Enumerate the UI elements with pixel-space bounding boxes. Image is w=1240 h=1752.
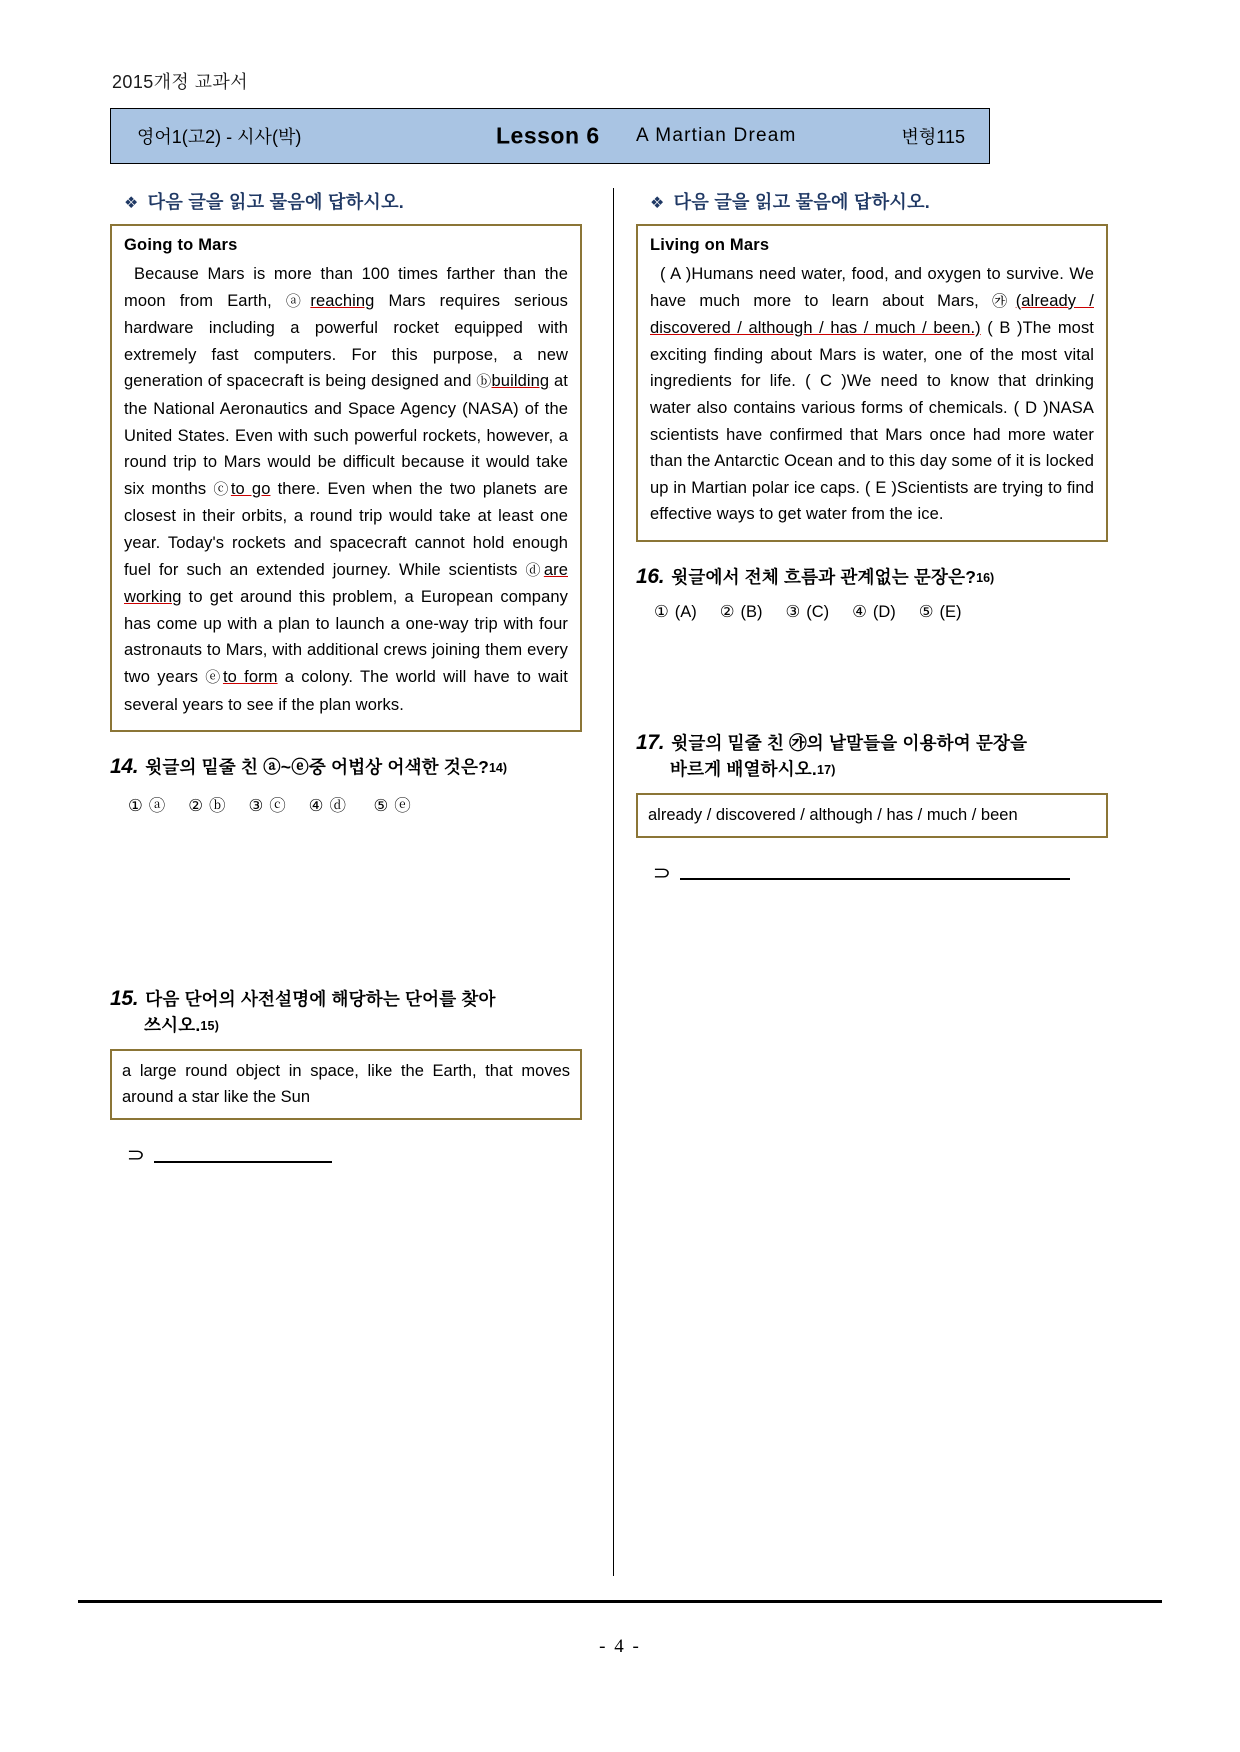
question-15-text-line2 bbox=[110, 1012, 582, 1037]
footer-divider bbox=[78, 1600, 1162, 1603]
question-15-blank-rule[interactable] bbox=[154, 1161, 332, 1163]
choice-1[interactable] bbox=[654, 602, 697, 622]
choice-5[interactable] bbox=[919, 602, 962, 622]
question-17 bbox=[636, 730, 1108, 883]
left-directive bbox=[110, 188, 582, 214]
marker-b: ⓑ bbox=[476, 373, 492, 391]
passage-seg-1: ( A )Humans need water, food, and oxygen to survive. We have much more to learn about Mars, bbox=[650, 265, 1094, 310]
choice-5-mark: ⑤ bbox=[373, 797, 389, 816]
question-17-text: 윗글의 밑줄 친 ㉮의 낱말들을 이용하여 문장을 bbox=[671, 732, 1028, 753]
left-column bbox=[110, 188, 582, 1165]
question-16-choices bbox=[636, 602, 1108, 622]
choice-2[interactable] bbox=[720, 602, 763, 622]
choice-4-label: ⓓ bbox=[329, 797, 346, 816]
underlined-c: to go bbox=[230, 479, 271, 498]
choice-5[interactable] bbox=[373, 792, 410, 816]
question-17-text-line2-value: 바르게 배열하시오. bbox=[670, 758, 817, 779]
left-directive-text: 다음 글을 읽고 물음에 답하시오. bbox=[147, 192, 405, 212]
choice-2[interactable] bbox=[188, 792, 225, 816]
curriculum-label: 2015개정 교과서 bbox=[112, 72, 248, 92]
diamond-bullet-icon: ❖ bbox=[124, 195, 139, 212]
choice-1-mark: ① bbox=[128, 797, 143, 816]
choice-4[interactable] bbox=[852, 602, 896, 622]
underlined-ga: (already / discovered / although / has / much / been.) bbox=[650, 291, 1094, 338]
question-15-text-line2-value: 쓰시오. bbox=[144, 1015, 201, 1036]
underlined-d: are working bbox=[124, 560, 568, 607]
column-divider bbox=[613, 188, 614, 1576]
choice-2-label: ⓑ bbox=[209, 797, 226, 816]
header-lesson: Lesson 6 bbox=[496, 122, 600, 149]
right-column bbox=[636, 188, 1108, 883]
choice-5-label: (E) bbox=[939, 602, 962, 621]
diamond-bullet-icon: ❖ bbox=[650, 195, 665, 212]
choice-3[interactable] bbox=[785, 602, 829, 622]
choice-3-mark: ③ bbox=[248, 797, 264, 816]
header-title: A Martian Dream bbox=[636, 125, 797, 146]
right-passage-box bbox=[636, 224, 1108, 542]
passage-seg-3: at the National Aeronautics and Space Agency (NASA) of the United States. Even with such powerful rockets, however, a round trip to Mars would be difficult because it would take six months bbox=[124, 372, 568, 498]
choice-4[interactable] bbox=[309, 792, 346, 816]
choice-1-label: (A) bbox=[674, 602, 697, 621]
question-17-heading bbox=[636, 730, 1108, 756]
header-variant: 변형115 bbox=[901, 127, 965, 147]
marker-a: ⓐ bbox=[285, 292, 311, 310]
choice-2-mark: ② bbox=[719, 602, 735, 621]
question-15-number: 15. bbox=[110, 987, 139, 1011]
question-15-heading bbox=[110, 986, 582, 1012]
underlined-b: building bbox=[491, 372, 550, 391]
passage-seg-2: Mars requires serious hardware including a powerful rocket equipped with extremely fast computers. For this purpose, a new generation of spacecraft is being designed and bbox=[124, 291, 568, 391]
passage-seg-2: ( B )The most exciting finding about Mars is water, one of the most vital ingredients for life. ( C )We need to know that drinking water also contains various forms of chemicals. ( D )NASA scientists have confirmed that Mars once had more water than the Antarctic Ocean and to this day some of it is locked up in Martian polar ice caps. ( E )Scientists are trying to find effective ways to get water from the ice. bbox=[650, 319, 1094, 524]
question-15 bbox=[110, 986, 582, 1165]
question-14-choices bbox=[110, 792, 582, 816]
choice-3[interactable] bbox=[248, 792, 285, 816]
answer-arrow-icon: ⊃ bbox=[126, 1145, 146, 1167]
left-passage-body bbox=[124, 261, 568, 718]
page-header-band bbox=[110, 108, 990, 164]
header-subject: 영어1(고2) - 시사(박) bbox=[137, 127, 302, 147]
left-passage-box bbox=[110, 224, 582, 732]
question-14-heading bbox=[110, 754, 582, 781]
question-14-text: 윗글의 밑줄 친 ⓐ~ⓔ중 어법상 어색한 것은? bbox=[145, 757, 489, 778]
marker-e: ⓔ bbox=[205, 668, 223, 686]
choice-3-label: ⓒ bbox=[269, 797, 286, 816]
underlined-a: reaching bbox=[310, 291, 375, 310]
choice-1-mark: ① bbox=[654, 602, 669, 621]
right-passage-body bbox=[650, 261, 1094, 528]
choice-3-label: (C) bbox=[806, 602, 830, 621]
question-17-footnote: 17) bbox=[816, 762, 836, 777]
choice-2-mark: ② bbox=[188, 797, 204, 816]
passage-seg-4: there. Even when the two planets are closest in their orbits, a round trip would take at least one year. Today's rockets and spacecraft cannot hold enough fuel for such an extended journey. While scientists bbox=[124, 479, 569, 579]
underlined-e: to form bbox=[222, 667, 278, 686]
question-14-number: 14. bbox=[110, 755, 139, 779]
question-14 bbox=[110, 754, 582, 816]
question-15-answer-line[interactable] bbox=[110, 1146, 582, 1165]
passage-seg-5: to get around this problem, a European company has come up with a plan to launch a one-way trip with four astronauts to Mars, with additional crews joining them every two years bbox=[124, 588, 568, 686]
left-passage-title: Going to Mars bbox=[124, 236, 238, 254]
marker-ga: ㉮ bbox=[992, 292, 1016, 310]
answer-arrow-icon: ⊃ bbox=[652, 862, 672, 884]
question-16-heading bbox=[636, 564, 1108, 591]
passage-seg-6: a colony. The world will have to wait several years to see if the plan works. bbox=[124, 667, 568, 714]
page-number: - 4 - bbox=[599, 1636, 641, 1657]
choice-4-mark: ④ bbox=[308, 797, 324, 816]
question-16-number: 16. bbox=[636, 564, 665, 588]
right-directive bbox=[636, 188, 1108, 214]
question-15-definition-box: a large round object in space, like the Earth, that moves around a star like the Sun bbox=[110, 1049, 582, 1120]
question-17-number: 17. bbox=[636, 730, 665, 754]
choice-1[interactable] bbox=[128, 792, 165, 816]
right-directive-text: 다음 글을 읽고 물음에 답하시오. bbox=[673, 192, 931, 212]
question-17-answer-line[interactable] bbox=[636, 864, 1108, 883]
marker-c: ⓒ bbox=[213, 480, 231, 498]
question-15-text: 다음 단어의 사전설명에 해당하는 단어를 찾아 bbox=[145, 989, 496, 1010]
right-passage-title: Living on Mars bbox=[650, 236, 770, 254]
question-16 bbox=[636, 564, 1108, 622]
choice-5-label: ⓔ bbox=[394, 797, 411, 816]
passage-seg-1: Because Mars is more than 100 times farther than the moon from Earth, bbox=[124, 265, 568, 310]
choice-3-mark: ③ bbox=[785, 602, 801, 621]
question-14-footnote: 14) bbox=[488, 761, 508, 776]
choice-1-label: ⓐ bbox=[148, 797, 166, 816]
question-16-text: 윗글에서 전체 흐름과 관계없는 문장은? bbox=[671, 566, 977, 587]
question-17-wordbank-box: already / discovered / although / has / much / been bbox=[636, 793, 1108, 838]
choice-5-mark: ⑤ bbox=[918, 602, 934, 621]
question-15-footnote: 15) bbox=[200, 1019, 220, 1034]
question-17-text-line2 bbox=[636, 756, 1108, 781]
choice-2-label: (B) bbox=[740, 602, 763, 621]
question-16-footnote: 16) bbox=[976, 570, 995, 585]
marker-d: ⓓ bbox=[525, 561, 544, 579]
choice-4-label: (D) bbox=[872, 602, 896, 621]
question-17-blank-rule[interactable] bbox=[680, 878, 1070, 880]
choice-4-mark: ④ bbox=[852, 602, 867, 621]
